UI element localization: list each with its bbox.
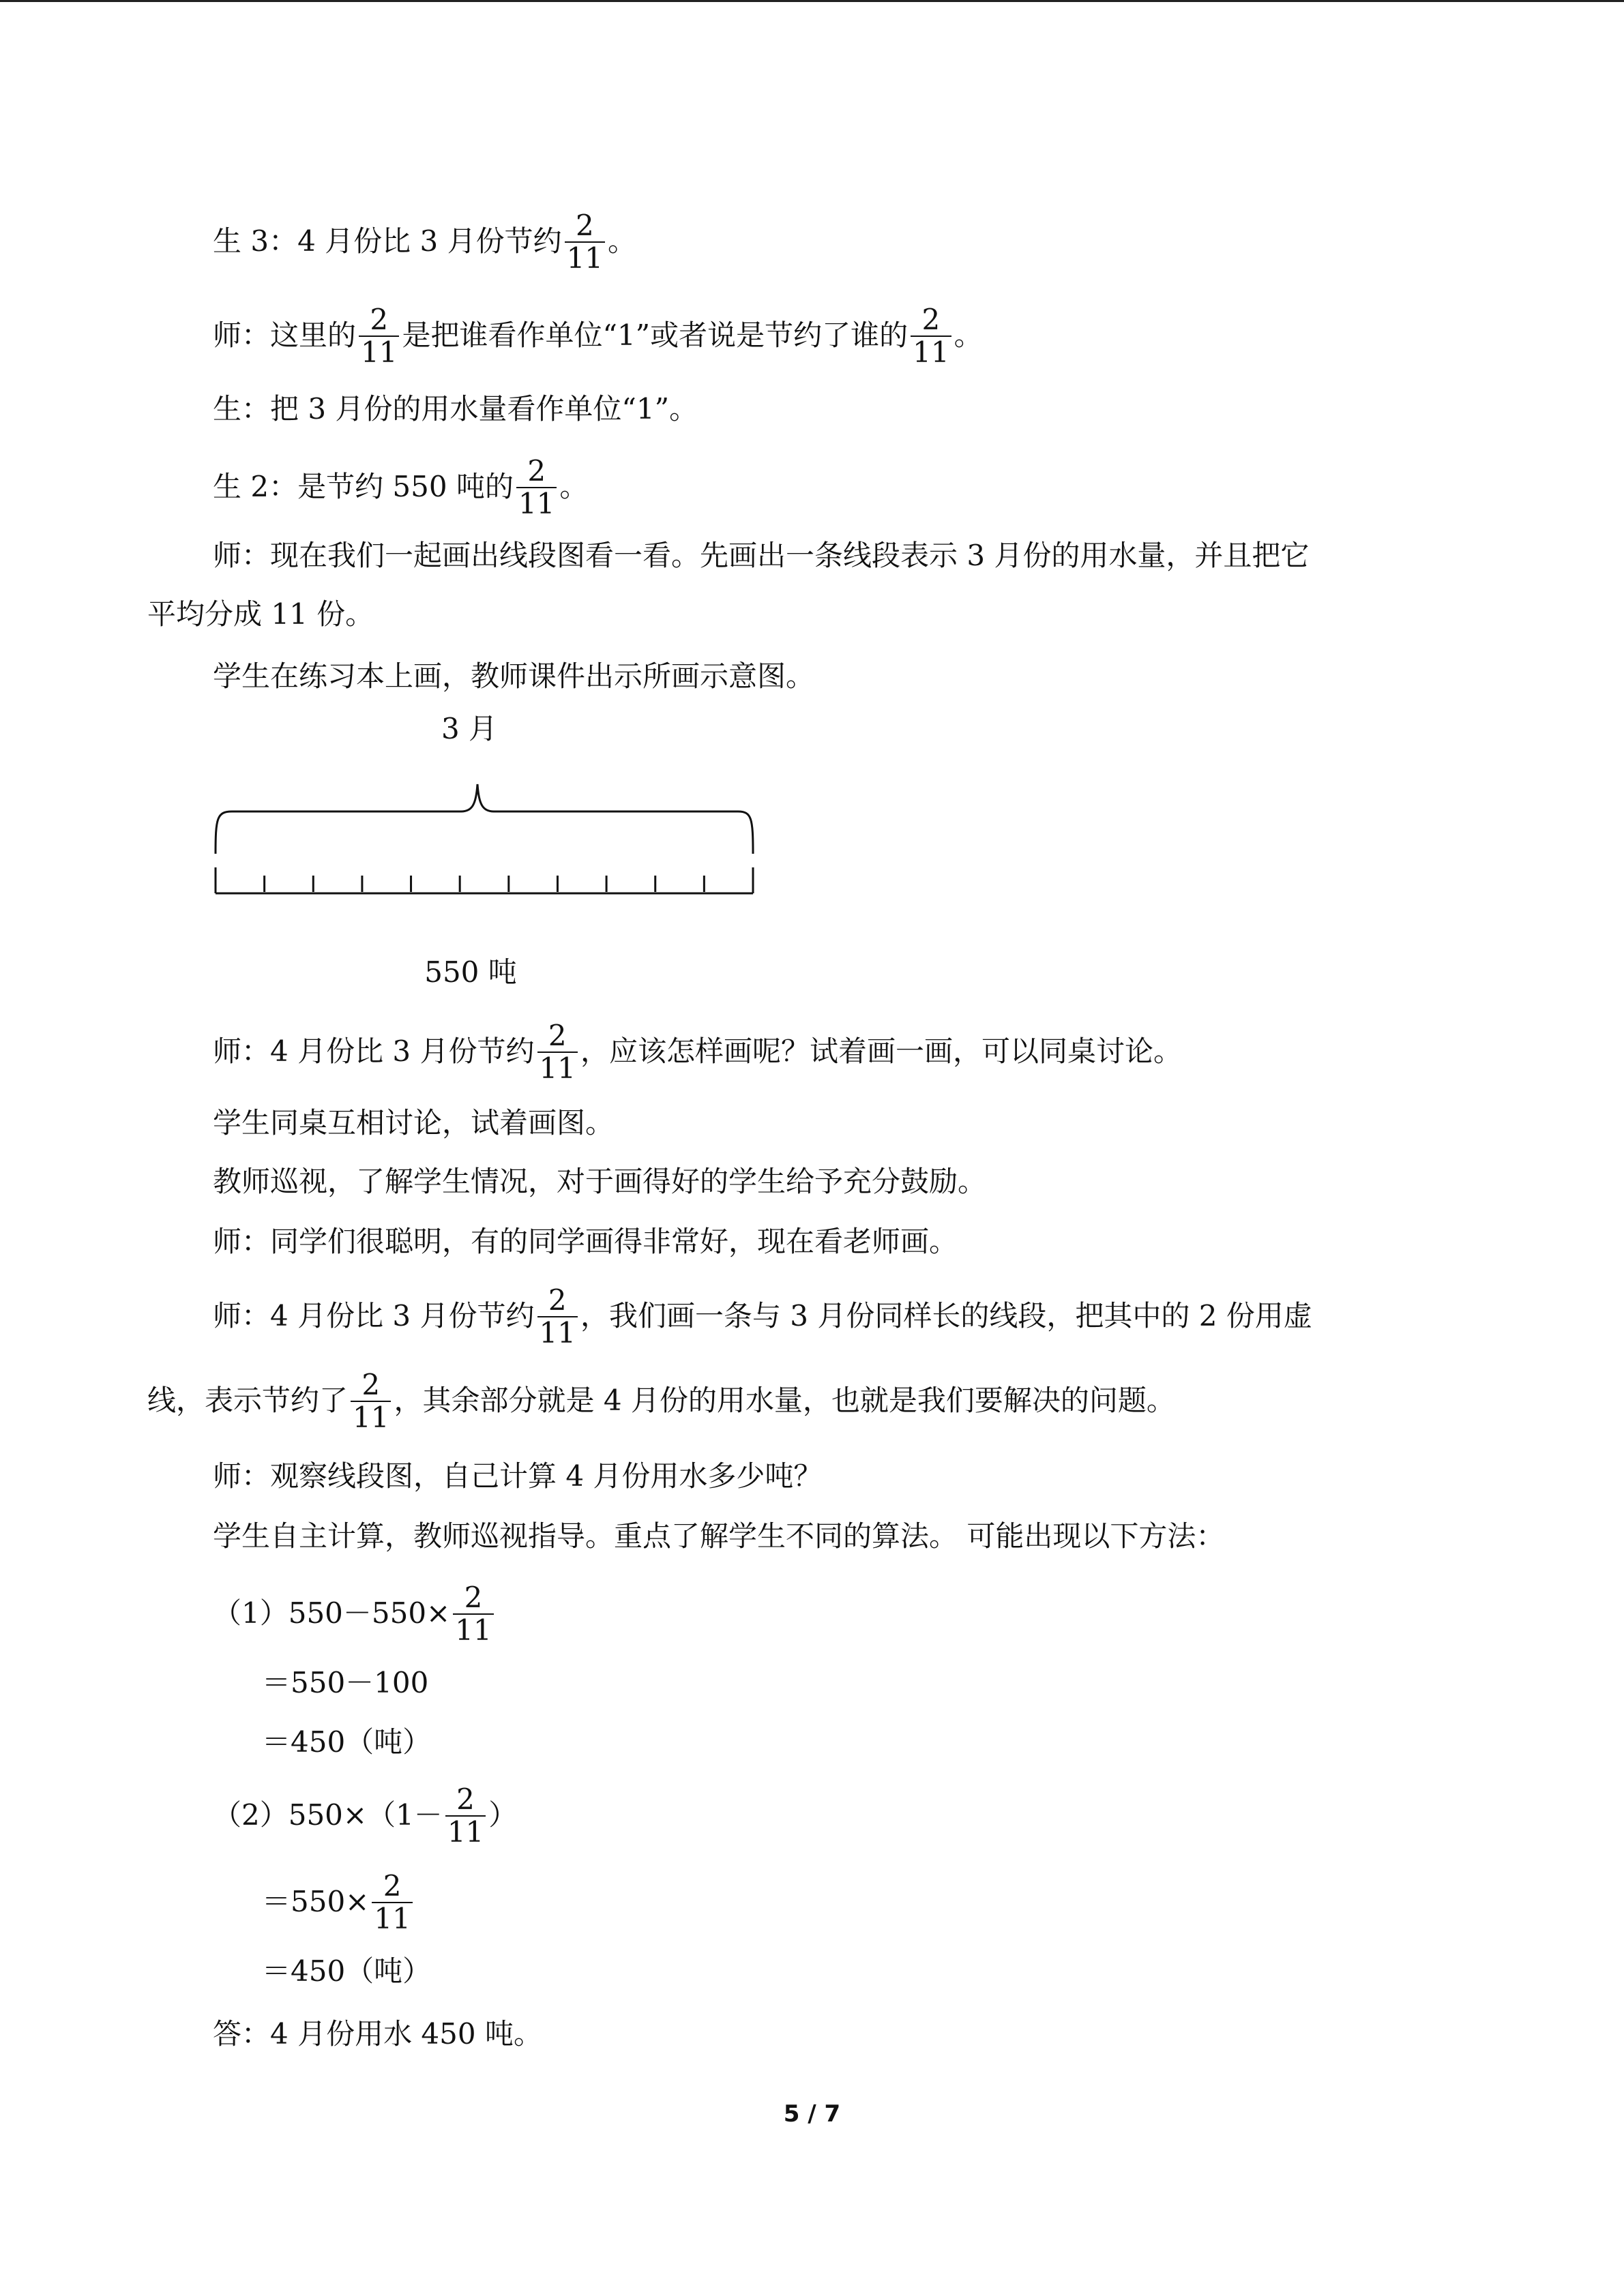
text-line-11: 师：同学们很聪明，有的同学画得非常好，现在看老师画。 bbox=[213, 1225, 958, 1258]
diagram-bottom-label: 550 吨 bbox=[424, 955, 517, 989]
calc-line-2: ＝550－100 bbox=[262, 1666, 429, 1699]
text-line-5: 师：现在我们一起画出线段图看一看。先画出一条线段表示 3 月份的用水量，并且把它 bbox=[213, 539, 1310, 572]
fraction: $\frac{2}{11}$ bbox=[911, 304, 951, 368]
calc-line-5: ＝550× $\frac{2}{11}$ bbox=[262, 1872, 415, 1906]
text-line-14: 师：观察线段图，自己计算 4 月份用水多少吨？ bbox=[213, 1459, 823, 1493]
text-line-13: 线，表示节约了 $\frac{2}{11}$ ，其余部分就是 4 月份的用水量，也就是我们要解决的问题。 bbox=[147, 1368, 1175, 1434]
fraction: $\frac{2}{11}$ bbox=[537, 1285, 578, 1349]
text-line-12: 师：4 月份比 3 月份节约 $\frac{2}{11}$ ，我们画一条与 3 月份同样长的线段，把其中的 2 份用虚 bbox=[213, 1283, 1312, 1350]
top-border bbox=[0, 0, 1624, 2]
fraction: $\frac{2}{11}$ bbox=[351, 1369, 391, 1433]
text-line-9: 学生同桌互相讨论，试着画图。 bbox=[213, 1106, 615, 1139]
fraction: $\frac{2}{11}$ bbox=[516, 456, 557, 520]
line-segment-diagram bbox=[205, 709, 784, 996]
text-line-15: 学生自主计算，教师巡视指导。重点了解学生不同的算法。 可能出现以下方法： bbox=[213, 1519, 1225, 1553]
diagram-top-label: 3 月 bbox=[441, 712, 498, 745]
calc-line-1: （1）550－550× $\frac{2}{11}$ bbox=[213, 1583, 497, 1617]
fraction: $\frac{2}{11}$ bbox=[537, 1020, 578, 1084]
text-line-2: 师：这里的 $\frac{2}{11}$ 是把谁看作单位“1”或者说是节约了谁的 $\frac{2}{11}$ 。 bbox=[213, 303, 983, 369]
calc-line-3: ＝450（吨） bbox=[262, 1725, 432, 1759]
tick-marks bbox=[265, 876, 705, 892]
page-number: 5 / 7 bbox=[783, 2100, 841, 2128]
text-line-8: 师：4 月份比 3 月份节约 $\frac{2}{11}$ ，应该怎样画呢？试着画一画，可以同桌讨论。 bbox=[213, 1019, 1182, 1085]
fraction: $\frac{2}{11}$ bbox=[453, 1582, 493, 1646]
fraction: $\frac{2}{11}$ bbox=[565, 210, 605, 274]
segment-diagram-svg bbox=[205, 709, 784, 996]
calc-line-4: （2）550×（1－ $\frac{2}{11}$ ） bbox=[213, 1783, 518, 1849]
text-line-3: 生：把 3 月份的用水量看作单位“1”。 bbox=[213, 392, 698, 426]
text-line-1: 生 3：4 月份比 3 月份节约 $\frac{2}{11}$ 。 bbox=[213, 209, 637, 275]
calc-line-6: ＝450（吨） bbox=[262, 1954, 432, 1988]
fraction: $\frac{2}{11}$ bbox=[372, 1870, 412, 1935]
text-line-7: 学生在练习本上画，教师课件出示所画示意图。 bbox=[213, 659, 815, 693]
answer-line: 答：4 月份用水 450 吨。 bbox=[213, 2017, 542, 2051]
text-line-6: 平均分成 11 份。 bbox=[147, 597, 374, 631]
fraction: $\frac{2}{11}$ bbox=[359, 304, 399, 368]
text-line-4: 生 2：是节约 550 吨的 $\frac{2}{11}$ 。 bbox=[213, 454, 589, 520]
brace bbox=[216, 784, 753, 854]
text-line-10: 教师巡视，了解学生情况，对于画得好的学生给予充分鼓励。 bbox=[213, 1165, 987, 1198]
fraction: $\frac{2}{11}$ bbox=[445, 1784, 486, 1848]
